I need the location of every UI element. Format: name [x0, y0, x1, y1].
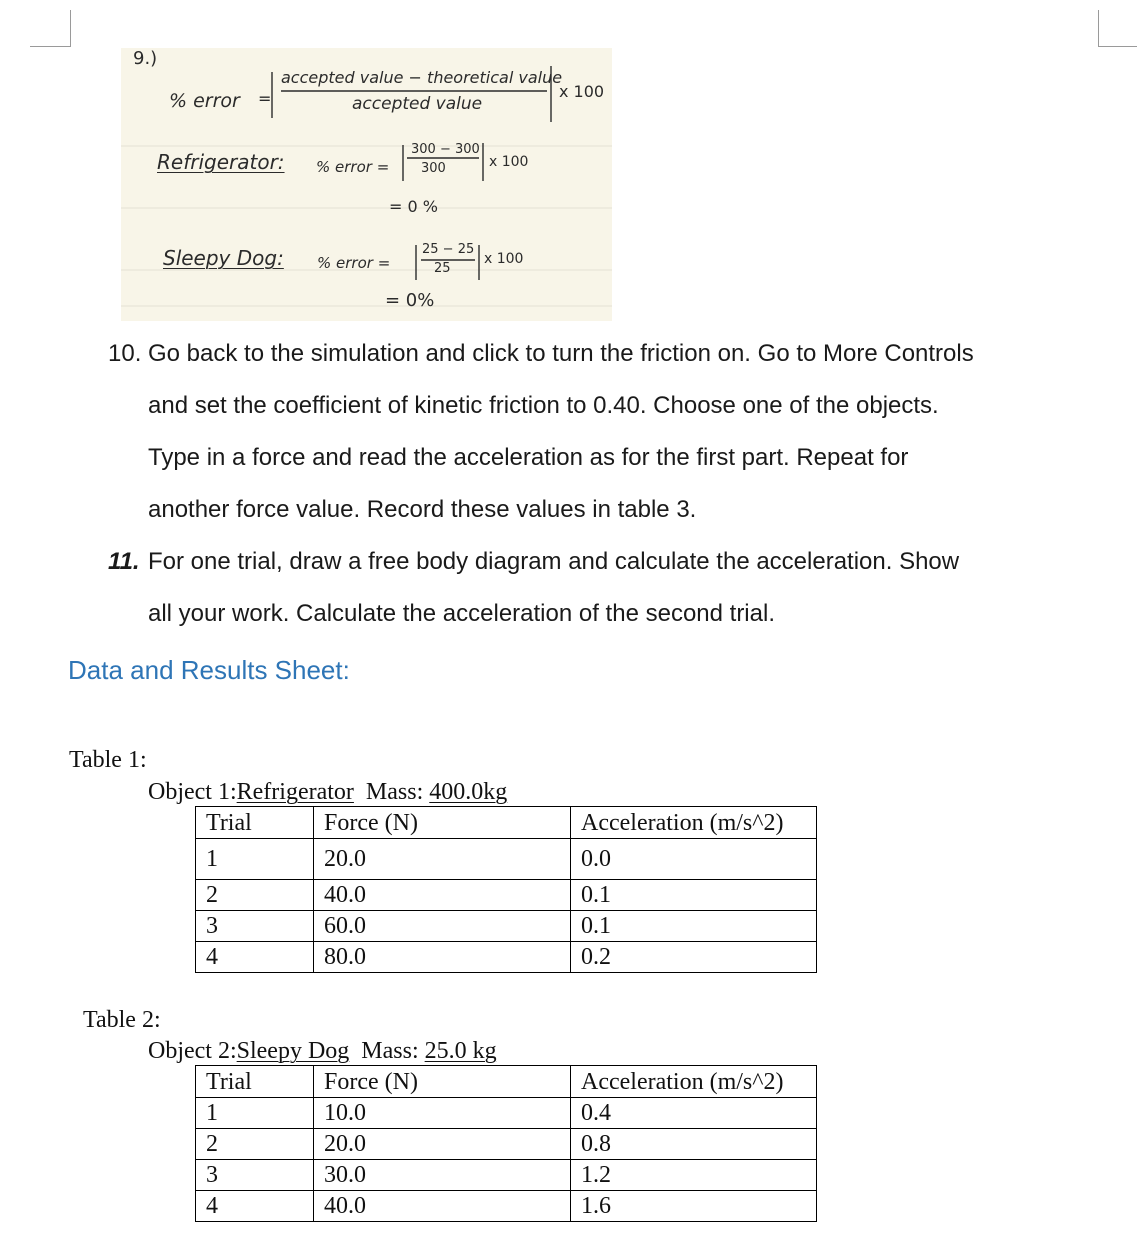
table-1-header-trial: Trial [196, 807, 314, 839]
table-2-mass-value: 25.0 kg [424, 1038, 497, 1064]
table-1-cell-force: 40.0 [314, 880, 571, 911]
table-1-cell-force: 20.0 [314, 839, 571, 880]
table-2-cell-acceleration: 0.8 [571, 1129, 817, 1160]
step-10-line-2: and set the coefficient of kinetic friction to 0.40. Choose one of the objects. [148, 392, 939, 419]
refrigerator-denominator: 300 [421, 161, 446, 176]
refrigerator-label: Refrigerator: [157, 150, 285, 174]
table-1-cell-acceleration: 0.0 [571, 839, 817, 880]
refrigerator-numerator: 300 − 300 [411, 142, 480, 157]
refrigerator-result: = 0 % [389, 197, 438, 216]
table-1-cell-acceleration: 0.1 [571, 880, 817, 911]
table-1-cell-force: 60.0 [314, 911, 571, 942]
table-1-header-acceleration: Acceleration (m/s^2) [571, 807, 817, 839]
step-11-number [108, 550, 140, 574]
step-10-number: 10. [108, 340, 142, 367]
table-2-cell-acceleration: 0.4 [571, 1098, 817, 1129]
crop-mark-top-left [30, 10, 71, 47]
table-row [196, 942, 817, 973]
sleepy-dog-numerator: 25 − 25 [422, 242, 475, 257]
table-2-object-prefix: Object 2: [148, 1038, 237, 1064]
table-1-cell-trial: 2 [196, 880, 314, 911]
table-2-cell-trial: 2 [196, 1129, 314, 1160]
refrigerator-times-100: x 100 [489, 154, 529, 170]
table-2-caption: Table 2: [83, 1007, 161, 1033]
table-2-cell-trial: 1 [196, 1098, 314, 1129]
table-1-cell-acceleration: 0.2 [571, 942, 817, 973]
table-2-header-row [196, 1066, 817, 1098]
step-11-line-2: all your work. Calculate the acceleration of the second trial. [148, 600, 775, 627]
note-lines-drawing [121, 48, 612, 321]
table-1-cell-force: 80.0 [314, 942, 571, 973]
table-row [196, 1191, 817, 1222]
table-2-object-name: Sleepy Dog [236, 1038, 350, 1064]
table-1-header-row [196, 807, 817, 839]
table-2-cell-force: 20.0 [314, 1129, 571, 1160]
table-1-cell-trial: 3 [196, 911, 314, 942]
table-1-object-line [148, 780, 507, 804]
step-10-line-1: Go back to the simulation and click to turn the friction on. Go to More Controls [148, 340, 974, 367]
table-row [196, 839, 817, 880]
table-1-object-name: Refrigerator [236, 779, 354, 805]
sleepy-dog-lhs: % error = [317, 254, 391, 272]
table-row [196, 1160, 817, 1191]
step-11-line-1: For one trial, draw a free body diagram and calculate the acceleration. Show [148, 548, 960, 575]
table-2-mass-prefix: Mass: [361, 1038, 419, 1064]
table-1-mass-value: 400.0kg [429, 779, 508, 805]
table-2 [195, 1065, 817, 1222]
table-2-cell-force: 40.0 [314, 1191, 571, 1222]
table-row [196, 911, 817, 942]
table-1-cell-acceleration: 0.1 [571, 911, 817, 942]
table-2-cell-trial: 3 [196, 1160, 314, 1191]
table-2-object-line [148, 1039, 497, 1063]
table-2-cell-acceleration: 1.2 [571, 1160, 817, 1191]
table-2-header-force: Force (N) [314, 1066, 571, 1098]
question-number: 9.) [133, 48, 158, 69]
table-row [196, 1098, 817, 1129]
formula-equals: = [258, 89, 272, 108]
section-heading: Data and Results Sheet: [68, 655, 350, 685]
sleepy-dog-result: = 0% [385, 290, 435, 311]
table-1-header-force: Force (N) [314, 807, 571, 839]
table-1-caption: Table 1: [69, 747, 147, 773]
step-11-number-text: 11. [108, 548, 140, 575]
table-1-object-prefix: Object 1: [148, 779, 237, 805]
step-10-line-3: Type in a force and read the acceleration as for the first part. Repeat for [148, 444, 909, 471]
formula-numerator: accepted value − theoretical value [281, 68, 563, 87]
refrigerator-lhs: % error = [316, 158, 390, 176]
table-1-cell-trial: 1 [196, 839, 314, 880]
table-2-cell-acceleration: 1.6 [571, 1191, 817, 1222]
formula-times-100: x 100 [559, 82, 605, 101]
crop-mark-top-right [1098, 10, 1137, 47]
sleepy-dog-times-100: x 100 [484, 251, 524, 267]
table-2-header-acceleration: Acceleration (m/s^2) [571, 1066, 817, 1098]
table-1-cell-trial: 4 [196, 942, 314, 973]
table-2-header-trial: Trial [196, 1066, 314, 1098]
sleepy-dog-label: Sleepy Dog: [163, 246, 284, 270]
table-2-cell-force: 30.0 [314, 1160, 571, 1191]
handwritten-percent-error-note [121, 48, 612, 321]
formula-denominator: accepted value [352, 94, 483, 114]
step-10-line-4: another force value. Record these values in table 3. [148, 496, 697, 523]
table-row [196, 1129, 817, 1160]
table-1-mass-prefix: Mass: [365, 779, 424, 805]
table-2-cell-force: 10.0 [314, 1098, 571, 1129]
sleepy-dog-denominator: 25 [434, 261, 451, 276]
table-1 [195, 806, 817, 973]
formula-lhs: % error [169, 90, 240, 112]
table-2-cell-trial: 4 [196, 1191, 314, 1222]
table-row [196, 880, 817, 911]
